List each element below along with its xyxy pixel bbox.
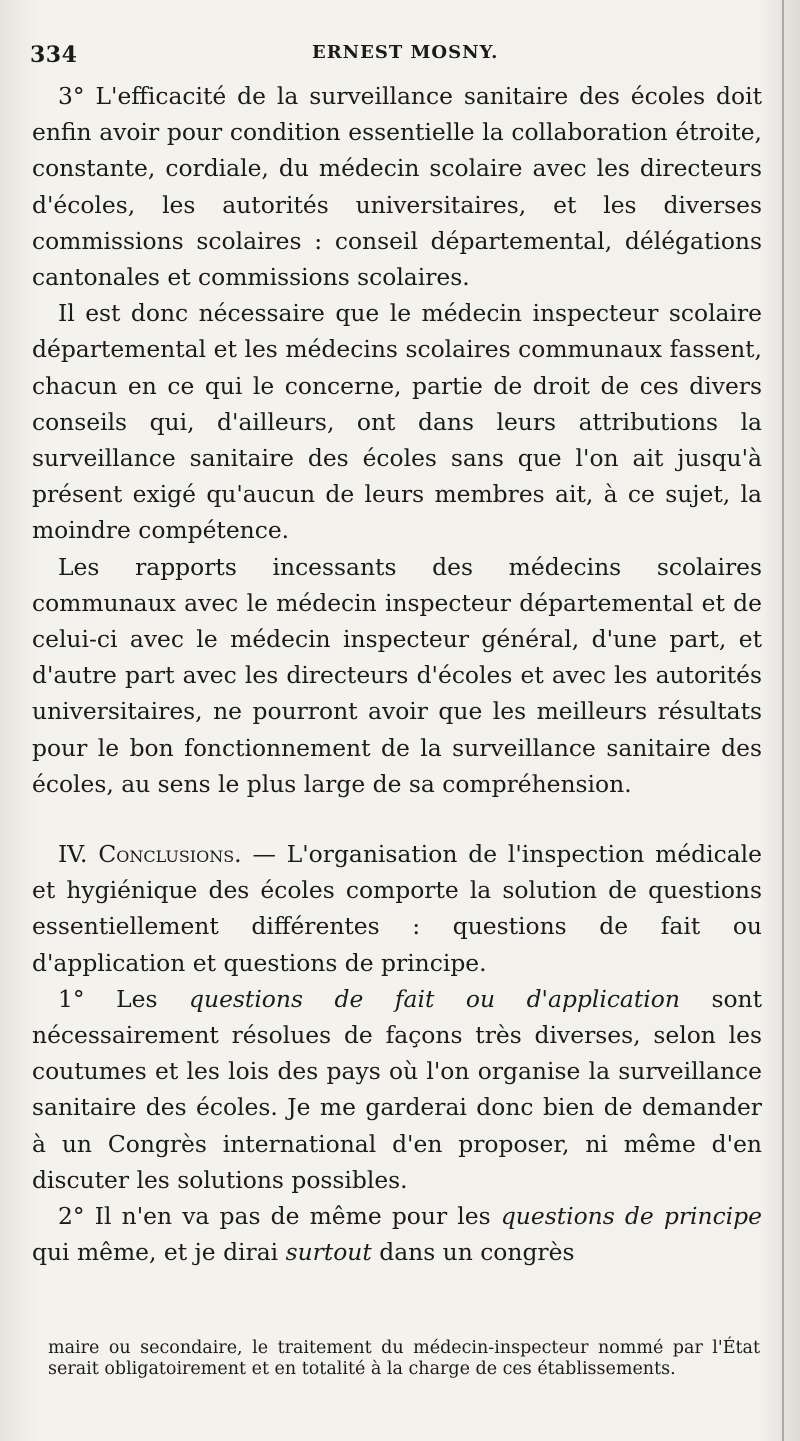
footnote: [48, 1338, 760, 1380]
paragraph-3: Les rapports incessants des médecins scolaires communaux avec le médecin inspecteur départemental et de celui-ci avec le médecin inspecteur général, d'une part, et d'autre part avec les directeurs d'écoles et avec les autorités universitaires, ne pourront avoir que les meilleurs résultats pour le bon fonctionnement de la surveillance sanitaire des écoles, au sens le plus large de sa compréhension.: [32, 552, 762, 798]
paragraph-5: [32, 981, 762, 1198]
p6-italic-2: surtout: [285, 1238, 372, 1267]
conclusions-heading: IV. Conclusions.: [58, 840, 242, 869]
p6-end: dans un congrès: [371, 1238, 575, 1267]
p5-rest: sont nécessairement résolues de façons très diverses, selon les coutumes et les lois des pays où l'on organise la surveillance sanitaire des écoles. Je me garderai donc bien de demander à un Congrès international d'en proposer, ni même d'en discuter les solutions possibles.: [32, 984, 762, 1194]
paragraph-1: 3° L'efficacité de la surveillance sanitaire des écoles doit enfin avoir pour condition essentielle la collaboration étroite, constante, cordiale, du médecin scolaire avec les directeurs d'écoles, les autorités universitaires, et les diverses commissions scolaires : conseil départemental, délégations cantonales et commissions scolaires.: [32, 82, 762, 292]
paragraph-2: Il est donc nécessaire que le médecin inspecteur scolaire départemental et les médecins scolaires communaux fassent, chacun en ce qui le concerne, partie de droit de ces divers conseils qui, d'ailleurs, ont dans leurs attributions la surveillance sanitaire des écoles sans que l'on ait jusqu'à présent exigé qu'aucun de leurs membres ait, à ce sujet, la moindre compétence.: [32, 299, 762, 545]
footnote-text: maire ou secondaire, le traitement du médecin-inspecteur nommé par l'État serait obligatoirement et en totalité à la charge de ces établissements.: [48, 1338, 760, 1379]
paragraph-6: [32, 1198, 762, 1270]
body-text: [32, 78, 762, 1271]
p5-italic: questions de fait ou d'application: [189, 984, 680, 1013]
page-number: 334: [30, 42, 78, 68]
p6-italic-1: questions de principe: [500, 1202, 762, 1231]
p6-start: 2° Il n'en va pas de même pour les: [58, 1202, 501, 1231]
p5-start: 1° Les: [58, 984, 190, 1013]
paragraph-conclusions: [32, 836, 762, 981]
conclusions-text: — L'organisation de l'inspection médicale et hygiénique des écoles comporte la solution de questions essentiellement différentes : questions de fait ou d'application et questions de principe.: [32, 840, 762, 977]
running-title: ERNEST MOSNY.: [312, 42, 499, 63]
page-edge-line: [782, 0, 784, 1441]
page-header: [30, 38, 760, 78]
p6-mid: qui même, et je dirai: [32, 1238, 286, 1267]
